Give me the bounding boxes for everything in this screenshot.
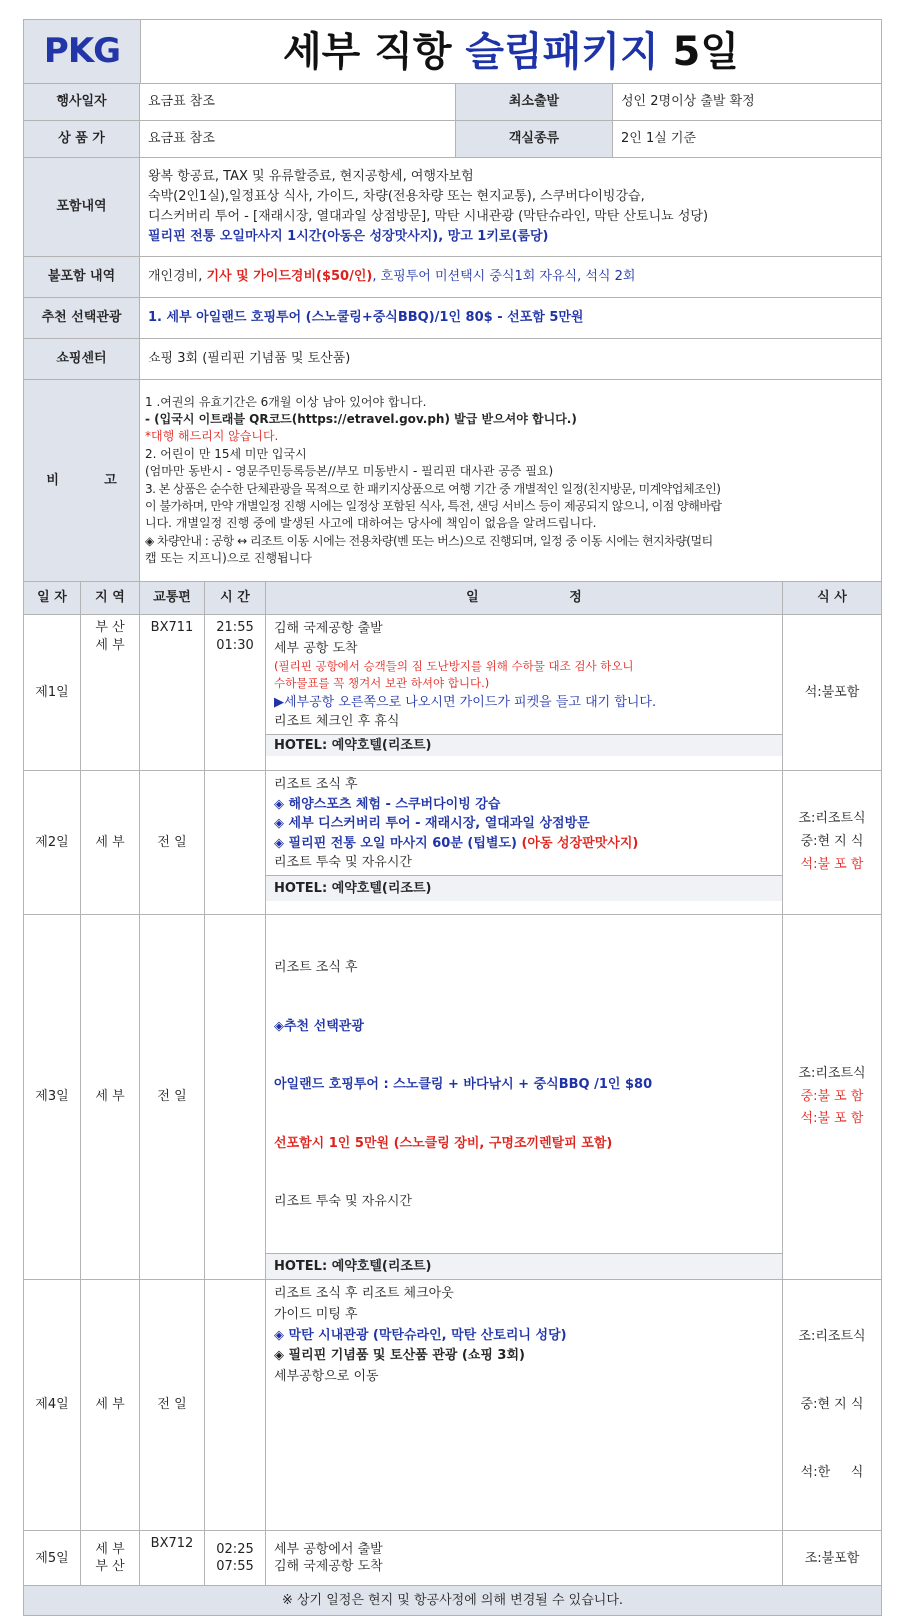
room-value: 2인 1실 기준 [613,121,882,158]
day-label: 제2일 [24,771,81,915]
remark-line: 캡 또는 지프니)으로 진행됩니다 [145,551,312,566]
time-line: 02:25 [216,1541,254,1557]
included-line: 디스커버리 투어 - [재래시장, 열대과일 상점방문], 막탄 시내관광 (막탄슈라인, 막탄 산토니뇨 성당) [148,209,709,224]
remarks-content [140,380,882,582]
hotel-line: HOTEL: 예약호텔(리조트) [266,1253,782,1280]
price-label: 상 품 가 [24,121,140,158]
included-content [140,158,882,257]
schedule-table [23,581,882,1616]
meal-line: 석:불 포 함 [800,1111,864,1127]
day-region [81,1531,140,1586]
itinerary-line: 세부 공항 도착 [274,640,358,656]
itinerary-line: ◈ 필리핀 기념품 및 토산품 관광 (쇼핑 3회) [274,1348,525,1364]
excluded-label: 불포함 내역 [24,257,140,298]
date-label: 행사일자 [24,84,140,121]
time-line: 07:55 [216,1559,254,1575]
itinerary-line: 리조트 체크인 후 휴식 [274,714,400,729]
included-highlight: 필리핀 전통 오일마사지 1시간(아동은 성장맛사지), 망고 1키로(룸당) [148,229,549,245]
hotel-line: HOTEL: 예약호텔(리조트) [266,734,782,757]
recommended-label: 추천 선택관광 [24,298,140,339]
day-transport: BX712 [140,1531,205,1586]
remark-line: - (입국시 이트래블 QR코드(https://etravel.gov.ph) 발급 받으셔야 합니다.) [145,411,577,426]
itinerary-line: 리조트 조식 후 리조트 체크아웃 [274,1286,454,1302]
day-row [24,1280,882,1531]
excluded-prefix: 개인경비, [148,269,207,285]
itinerary-line: 아일랜드 호핑투어 : 스노클링 + 바다낚시 + 중식BBQ /1인 $80 [274,1077,653,1092]
itinerary-line: ◈ 세부 디스커버리 투어 - 재래시장, 열대과일 상점방문 [274,816,590,831]
footer-note: ※ 상기 일정은 현지 및 항공사정에 의해 변경될 수 있습니다. [24,1586,882,1616]
day-label: 제4일 [24,1280,81,1531]
itinerary-line: ◈추천 선택관광 [274,1018,364,1034]
itinerary-line: 리조트 투숙 및 자유시간 [274,855,412,870]
excluded-guide-fee: 기사 및 가이드경비($50/인) [206,269,373,285]
day-transport: 전 일 [140,1280,205,1531]
region-line: 세 부 [95,1541,125,1557]
meal-line: 조:리조트식 [798,1065,866,1081]
day-meals [783,771,882,915]
itinerary-red-suffix: (아동 성장판맛사지) [521,835,639,851]
date-value: 요금표 참조 [140,84,456,121]
day-meals [783,915,882,1280]
itinerary-line: ▶세부공항 오른쪽으로 나오시면 가이드가 피켓을 들고 대기 합니다. [274,694,657,710]
day-region: 세 부 [81,771,140,915]
meal-line: 중:불 포 함 [800,1088,864,1104]
day-region [81,615,140,771]
info-table [23,83,882,582]
day-transport: 전 일 [140,915,205,1280]
excluded-suffix: , 호핑투어 미션택시 중식1회 자유식, 석식 2회 [372,269,636,285]
day-row [24,1531,882,1586]
excluded-content [140,257,882,298]
included-line: 왕복 항공료, TAX 및 유류할증료, 현지공항세, 여행자보험 [148,168,474,184]
itinerary-line: 김해 국제공항 도착 [274,1559,383,1575]
itinerary-line: 선포함시 1인 5만원 (스노클링 장비, 구명조끼렌탈피 포함) [274,1135,613,1151]
remark-line: (엄마만 동반시 - 영문주민등록등본//부모 미동반시 - 필리핀 대사관 공증 필요) [145,464,554,479]
meal-line: 석:불 포 함 [800,856,864,872]
header-day: 일 자 [24,582,81,615]
meal-line: 중:현 지 식 [800,1396,864,1412]
meal-line: 중:현 지 식 [800,834,864,850]
region-line: 부 산 [95,620,125,635]
remark-line: ◈ 차량안내 : 공항 ↔ 리조트 이동 시에는 전용차량(벤 또는 버스)으로 진행되며, 일정 중 이동 시에는 현지차량(멀티 [145,533,713,548]
header-time: 시 간 [205,582,266,615]
remark-line: *대행 해드리지 않습니다. [145,429,279,444]
meal-line: 조:리조트식 [798,1328,866,1344]
logo: PKG [24,20,141,84]
itinerary-line: 세부 공항에서 출발 [274,1541,383,1557]
itinerary-line: ◈ 막탄 시내관광 (막탄슈라인, 막탄 산토리니 성당) [274,1327,567,1343]
min-departure-label: 최소출발 [456,84,613,121]
day-meals [783,1531,882,1586]
day-meals [783,615,882,771]
day-label: 제5일 [24,1531,81,1586]
day-label: 제3일 [24,915,81,1280]
remark-line: 1 .여권의 유효기간은 6개월 이상 남아 있어야 합니다. [145,394,427,409]
day-time [205,915,266,1280]
day-itinerary [266,771,783,915]
page-title [141,20,882,84]
header-meal: 식 사 [783,582,882,615]
day-time [205,1280,266,1531]
meal-line: 석:불포함 [804,684,860,700]
region-line: 세 부 [95,637,125,653]
header-itinerary: 일 정 [266,582,783,615]
itinerary-line: ◈ 해양스포츠 체험 - 스쿠버다이빙 강습 [274,796,501,812]
day-itinerary [266,1531,783,1586]
itinerary-line: 김해 국제공항 출발 [274,621,383,636]
day-meals [783,1280,882,1531]
itinerary-line [274,834,774,854]
day-region: 세 부 [81,915,140,1280]
itinerary-line: 가이드 미팅 후 [274,1306,358,1322]
meal-line: 조:불포함 [804,1550,860,1566]
day-row [24,915,882,1280]
itinerary-line: 세부공항으로 이동 [274,1369,379,1385]
title-main: 세부 직항 [282,28,466,75]
shopping-label: 쇼핑센터 [24,339,140,380]
footer-row [24,1586,882,1616]
hotel-line: HOTEL: 예약호텔(리조트) [266,875,782,902]
included-label: 포함내역 [24,158,140,257]
day-row [24,771,882,915]
shopping-value: 쇼핑 3회 (필리핀 기념품 및 토산품) [140,339,882,380]
day-itinerary [266,615,783,771]
itinerary-line: 리조트 투숙 및 자유시간 [274,1194,412,1209]
day-transport: 전 일 [140,771,205,915]
day-row [24,615,882,771]
included-line: 숙박(2인1실),일정표상 식사, 가이드, 차량(전용차량 또는 현지교통), 스쿠버다이빙강습, [148,188,645,204]
day-label: 제1일 [24,615,81,771]
region-line: 부 산 [95,1559,125,1575]
remark-line: 니다. 개별일정 진행 중에 발생된 사고에 대하여는 당사에 책임이 없음을 알려드립니다. [145,516,597,531]
header-transport: 교통편 [140,582,205,615]
meal-line: 조:리조트식 [798,811,866,827]
header-region: 지 역 [81,582,140,615]
recommended-value: 1. 세부 아일랜드 호핑투어 (스노쿨링+중식BBQ)/1인 80$ - 선포함 5만원 [140,298,882,339]
day-time [205,771,266,915]
itinerary-line: 리조트 조식 후 [274,960,358,975]
itinerary-line: 리조트 조식 후 [274,777,358,792]
day-region: 세 부 [81,1280,140,1531]
room-label: 객실종류 [456,121,613,158]
title-table [23,19,882,84]
price-value: 요금표 참조 [140,121,456,158]
itinerary-page [23,19,882,1616]
title-days: 5일 [658,28,740,75]
itinerary-text: ◈ 필리핀 전통 오일 마사지 60분 (팁별도) [274,835,522,851]
remarks-label: 비 고 [24,380,140,582]
day-transport: BX711 [140,615,205,771]
title-accent: 슬림패키지 [465,28,659,75]
day-time [205,615,266,771]
meal-line: 석:한 식 [800,1465,864,1481]
min-departure-value: 성인 2명이상 출발 확정 [613,84,882,121]
day-itinerary [266,1280,783,1531]
itinerary-line: (필리핀 공항에서 승객들의 짐 도난방지를 위해 수하물 대조 검사 하오니 [274,659,634,673]
remark-line: 3. 본 상품은 순수한 단체관광을 목적으로 한 패키지상품으로 여행 기간 중 개별적인 일정(친지방문, 미계약업체조인) [145,481,721,496]
time-line: 21:55 [216,620,254,635]
time-line: 01:30 [216,637,254,653]
remark-line: 2. 어린이 만 15세 미만 입국시 [145,446,307,461]
remark-line: 이 불가하며, 만약 개별일정 진행 시에는 일정상 포함된 식사, 특전, 샌딩 서비스 등이 제공되지 않으니, 이점 양해바랍 [145,498,722,513]
day-time [205,1531,266,1586]
itinerary-line: 수하물표를 꼭 챙겨서 보관 하셔야 합니다.) [274,676,490,691]
day-itinerary [266,915,783,1280]
schedule-header-row [24,582,882,615]
